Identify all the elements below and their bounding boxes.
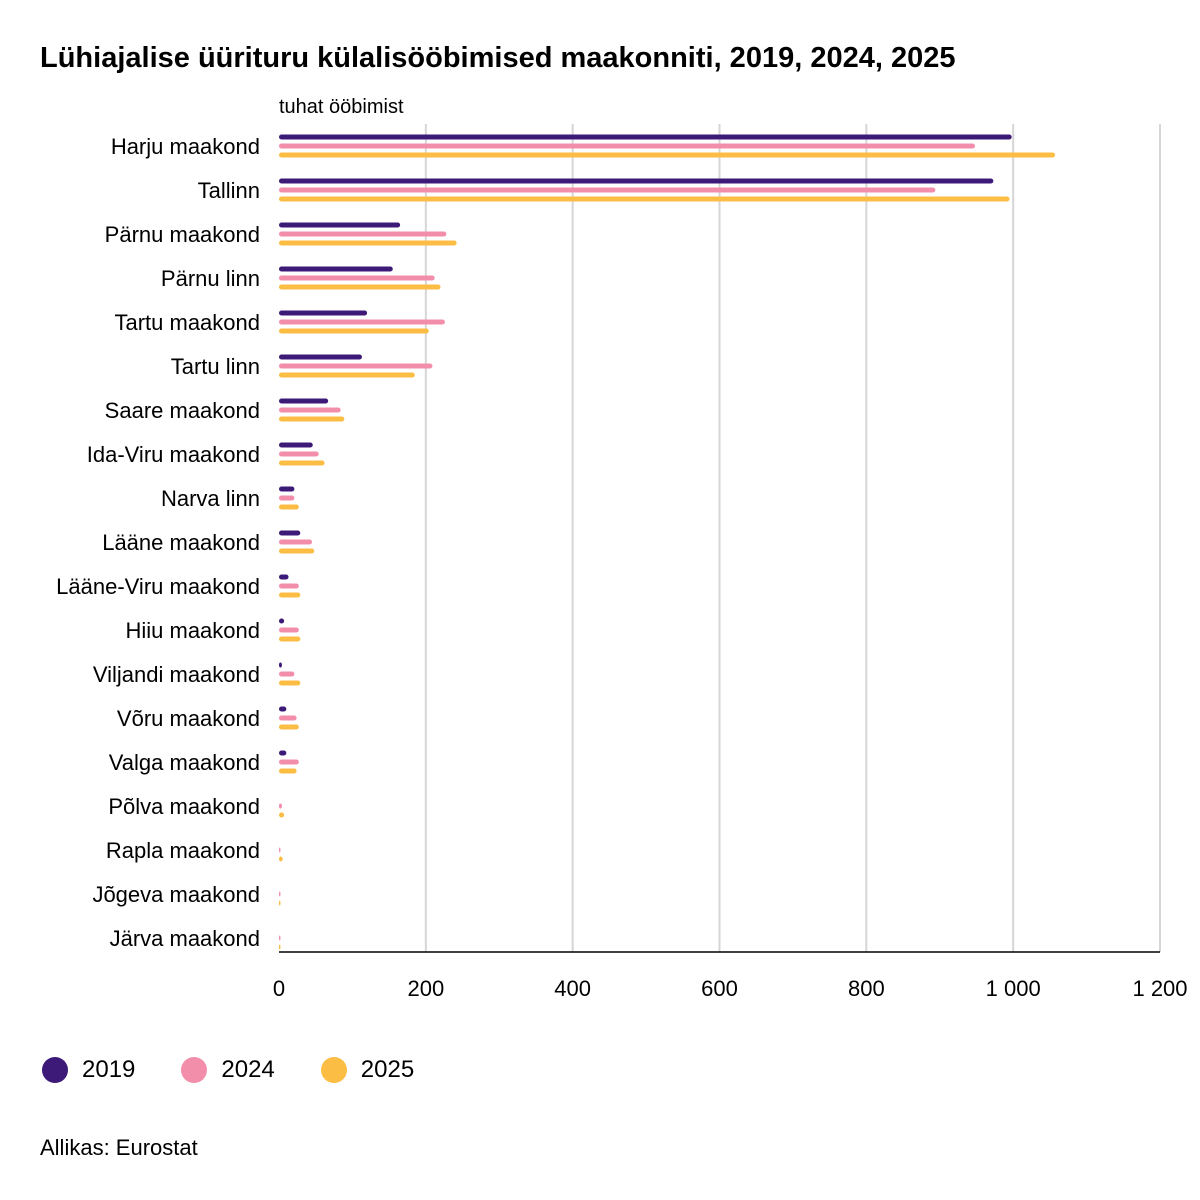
bar-2019 bbox=[279, 311, 367, 316]
bar-2025 bbox=[279, 725, 299, 730]
bar-2025 bbox=[279, 505, 299, 510]
bar-2024 bbox=[279, 892, 280, 897]
legend-label: 2024 bbox=[221, 1056, 275, 1083]
legend-label: 2019 bbox=[82, 1056, 136, 1083]
legend-item bbox=[42, 1056, 135, 1084]
bar-2024 bbox=[279, 232, 446, 237]
bar-2024 bbox=[279, 848, 280, 853]
bar-2025 bbox=[279, 373, 415, 378]
bar-2019 bbox=[279, 707, 286, 712]
bar-2019 bbox=[279, 663, 282, 668]
bar-2019 bbox=[279, 355, 362, 360]
bar-2019 bbox=[279, 179, 993, 184]
bar-2025 bbox=[279, 681, 300, 686]
bar-2019 bbox=[279, 267, 393, 272]
x-tick-label: 1 000 bbox=[985, 976, 1041, 1001]
bar-2025 bbox=[279, 153, 1055, 158]
x-tick-label: 0 bbox=[272, 976, 286, 1001]
category-label: Ida-Viru maakond bbox=[86, 442, 260, 467]
category-label: Tartu maakond bbox=[114, 310, 260, 335]
bar-2025 bbox=[279, 813, 284, 818]
x-tick-label: 600 bbox=[701, 976, 738, 1001]
category-label: Saare maakond bbox=[104, 398, 260, 423]
category-label: Viljandi maakond bbox=[92, 662, 260, 687]
legend-swatch bbox=[321, 1057, 347, 1083]
bar-2024 bbox=[279, 364, 432, 369]
legend-swatch bbox=[42, 1057, 68, 1083]
category-label: Lääne-Viru maakond bbox=[56, 574, 260, 599]
bar-2024 bbox=[279, 936, 280, 941]
bar-2024 bbox=[279, 496, 294, 501]
bar-2025 bbox=[279, 197, 1009, 202]
bar-2019 bbox=[279, 619, 284, 624]
bar-2024 bbox=[279, 144, 975, 149]
bar-2025 bbox=[279, 549, 314, 554]
bar-2025 bbox=[279, 945, 280, 950]
legend-item bbox=[321, 1056, 414, 1084]
category-label: Järva maakond bbox=[109, 926, 260, 951]
bar-2024 bbox=[279, 276, 435, 281]
bar-2024 bbox=[279, 584, 299, 589]
bar-2025 bbox=[279, 901, 280, 906]
bar-2024 bbox=[279, 540, 312, 545]
bar-2025 bbox=[279, 285, 441, 290]
bar-2024 bbox=[279, 804, 282, 809]
bar-2019 bbox=[279, 223, 400, 228]
bar-2025 bbox=[279, 329, 429, 334]
bar-2025 bbox=[279, 593, 300, 598]
bar-2024 bbox=[279, 320, 445, 325]
bar-2019 bbox=[279, 575, 289, 580]
chart-title: Lühiajalise üürituru külalisööbimised maakonniti, 2019, 2024, 2025 bbox=[40, 42, 956, 74]
x-tick-label: 200 bbox=[407, 976, 445, 1001]
source-note: Allikas: Eurostat bbox=[40, 1135, 198, 1160]
category-label: Tallinn bbox=[197, 178, 260, 203]
category-label: Võru maakond bbox=[116, 706, 260, 731]
bar-2019 bbox=[279, 487, 294, 492]
bar-2019 bbox=[279, 399, 328, 404]
category-label: Hiiu maakond bbox=[125, 618, 260, 643]
category-label: Lääne maakond bbox=[102, 530, 260, 555]
bar-2024 bbox=[279, 408, 341, 413]
bar-2019 bbox=[279, 751, 286, 756]
legend-item bbox=[181, 1056, 274, 1084]
bar-2019 bbox=[279, 531, 300, 536]
category-label: Jõgeva maakond bbox=[92, 882, 260, 907]
category-label: Pärnu linn bbox=[160, 266, 260, 291]
bar-2024 bbox=[279, 452, 319, 457]
bar-2019 bbox=[279, 135, 1012, 140]
bar-2024 bbox=[279, 628, 299, 633]
category-label: Tartu linn bbox=[170, 354, 260, 379]
x-tick-label: 400 bbox=[554, 976, 592, 1001]
bar-2025 bbox=[279, 769, 297, 774]
bar-2025 bbox=[279, 417, 344, 422]
category-label: Valga maakond bbox=[108, 750, 260, 775]
x-tick-label: 1 200 bbox=[1132, 976, 1188, 1001]
bar-2019 bbox=[279, 443, 313, 448]
category-label: Harju maakond bbox=[110, 134, 260, 159]
bar-2024 bbox=[279, 188, 935, 193]
bar-2025 bbox=[279, 637, 300, 642]
x-axis-label: tuhat ööbimist bbox=[279, 96, 404, 118]
category-label: Rapla maakond bbox=[105, 838, 260, 863]
bar-2025 bbox=[279, 461, 325, 466]
legend-label: 2025 bbox=[360, 1056, 415, 1083]
bar-2024 bbox=[279, 672, 294, 677]
category-label: Pärnu maakond bbox=[104, 222, 260, 247]
bar-2025 bbox=[279, 857, 283, 862]
bar-2024 bbox=[279, 760, 299, 765]
category-label: Narva linn bbox=[160, 486, 260, 511]
legend-swatch bbox=[181, 1057, 207, 1083]
bar-2025 bbox=[279, 241, 457, 246]
x-tick-label: 800 bbox=[847, 976, 885, 1001]
category-label: Põlva maakond bbox=[108, 794, 260, 819]
bar-2024 bbox=[279, 716, 297, 721]
chart-legend bbox=[42, 1056, 460, 1084]
